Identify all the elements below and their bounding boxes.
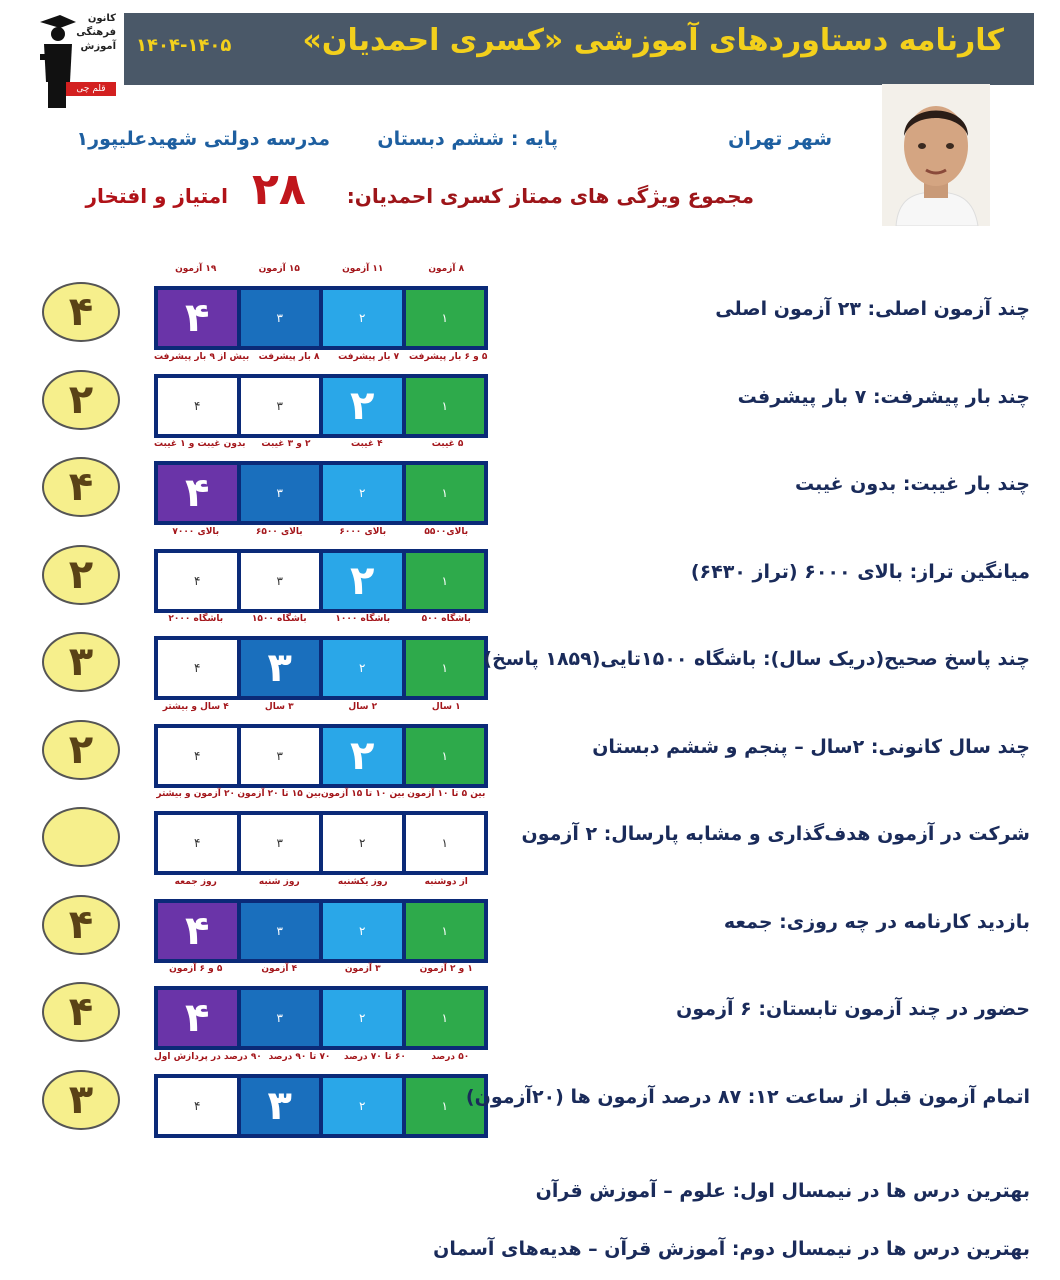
row-score-badge: ۴	[42, 982, 120, 1042]
achievement-row	[0, 346, 1060, 434]
level-cell: ۳	[241, 1078, 320, 1134]
level-cell: ۴	[158, 640, 237, 696]
row-question: بازدید کارنامه در چه روزی: جمعه	[723, 910, 1030, 933]
level-boxes	[154, 724, 488, 788]
level-label: باشگاه ۵۰۰	[421, 614, 471, 624]
level-boxes	[154, 811, 488, 875]
row-score-badge: ۲	[42, 545, 120, 605]
level-label: بیش از ۹ بار پیشرفت	[154, 351, 250, 362]
level-cell: ۳	[241, 728, 320, 784]
row-score-badge: ۳	[42, 632, 120, 692]
header-bar	[124, 13, 1034, 85]
level-cell: ۱	[406, 728, 485, 784]
level-label: بالای ۶۵۰۰	[255, 526, 303, 537]
level-labels	[154, 614, 488, 624]
logo-line: آموزش	[80, 41, 116, 52]
level-label: ۳ سال	[264, 701, 294, 712]
level-cell: ۳	[241, 815, 320, 871]
level-label: ۱۵ آزمون	[258, 264, 300, 274]
achievement-row	[0, 871, 1060, 959]
logo-line: کانون	[87, 13, 116, 24]
level-cell: ۱	[406, 553, 485, 609]
row-score-badge: ۲	[42, 720, 120, 780]
level-label: ۸ بار پیشرفت	[258, 351, 320, 362]
level-boxes	[154, 374, 488, 438]
level-boxes	[154, 286, 488, 350]
level-cell: ۱	[406, 640, 485, 696]
row-score-badge: ۴	[42, 457, 120, 517]
level-labels	[154, 527, 488, 537]
level-cell: ۲	[323, 1078, 402, 1134]
level-cell: ۲	[323, 465, 402, 521]
level-cell: ۲	[323, 640, 402, 696]
level-label: ۲ سال	[348, 701, 378, 712]
level-boxes	[154, 461, 488, 525]
level-cell: ۱	[406, 1078, 485, 1134]
level-cell: ۱	[406, 815, 485, 871]
level-label: ۴ آزمون	[261, 964, 298, 974]
level-cell: ۳	[241, 640, 320, 696]
level-label: ۵ غیبت	[431, 439, 464, 449]
level-cell: ۳	[241, 378, 320, 434]
row-question: چند بار پیشرفت: ۷ بار پیشرفت	[737, 385, 1030, 408]
level-label: ۴ سال و بیشتر	[162, 701, 229, 712]
achievement-row	[0, 521, 1060, 609]
level-label: ۸ آزمون	[428, 264, 465, 274]
best-subjects-second-term: بهترین درس ها در نیمسال دوم: آموزش قرآن – هدیه‌های آسمان	[433, 1238, 1030, 1260]
level-label: ۷ بار پیشرفت	[338, 351, 400, 362]
student-photo	[882, 84, 990, 226]
level-label: بدون غیبت و ۱ غیبت	[154, 439, 246, 449]
level-cell: ۲	[323, 553, 402, 609]
best-subjects-first-term: بهترین درس ها در نیمسال اول: علوم – آموزش قرآن	[535, 1180, 1030, 1202]
level-label: ۲۰ آزمون و بیشتر	[156, 789, 235, 799]
level-label: ۶۰ تا ۷۰ درصد	[343, 1051, 406, 1062]
level-cell: ۲	[323, 290, 402, 346]
logo-text	[74, 12, 116, 54]
logo-badge: قلم چی	[66, 82, 116, 96]
level-cell: ۱	[406, 903, 485, 959]
level-boxes	[154, 899, 488, 963]
level-cell: ۴	[158, 290, 237, 346]
level-cell: ۲	[323, 815, 402, 871]
level-boxes	[154, 1074, 488, 1138]
level-label: باشگاه ۱۵۰۰	[251, 614, 307, 624]
level-cell: ۴	[158, 728, 237, 784]
level-label: ۳ آزمون	[344, 964, 381, 974]
level-label: ۷۰ تا ۹۰ درصد	[268, 1051, 331, 1062]
row-score-badge	[42, 807, 120, 867]
level-cell: ۴	[158, 378, 237, 434]
page-title: کارنامه دستاوردهای آموزشی «کسری احمدیان»	[302, 23, 1004, 58]
level-label: روز یکشنبه	[337, 876, 388, 887]
level-cell: ۴	[158, 903, 237, 959]
level-cell: ۴	[158, 465, 237, 521]
level-label: روز جمعه	[174, 876, 217, 887]
achievement-row	[0, 608, 1060, 696]
level-label: باشگاه ۲۰۰۰	[168, 614, 224, 624]
level-cell: ۱	[406, 378, 485, 434]
level-cell: ۲	[323, 728, 402, 784]
row-score-badge: ۳	[42, 1070, 120, 1130]
level-label: ۱۱ آزمون	[342, 264, 384, 274]
level-cell: ۳	[241, 990, 320, 1046]
row-question: اتمام آزمون قبل از ساعت ۱۲: ۸۷ درصد آزمون ها (۲۰آزمون)	[465, 1085, 1030, 1108]
total-features-label: مجموع ویژگی های ممتاز کسری احمدیان:	[346, 184, 754, 208]
city-label: شهر تهران	[728, 128, 832, 150]
level-cell: ۱	[406, 290, 485, 346]
score-label: امتیاز و افتخار	[85, 184, 228, 208]
achievement-row	[0, 433, 1060, 521]
level-label: ۵۰ درصد	[431, 1051, 470, 1062]
level-cell: ۳	[241, 553, 320, 609]
level-label: بالای ۷۰۰۰	[172, 526, 220, 537]
level-label: ۴ غیبت	[350, 439, 383, 449]
level-cell: ۴	[158, 553, 237, 609]
level-label: باشگاه ۱۰۰۰	[335, 614, 391, 624]
level-boxes	[154, 636, 488, 700]
row-score-badge: ۴	[42, 282, 120, 342]
level-labels	[154, 352, 488, 362]
level-boxes	[154, 549, 488, 613]
graduate-icon	[36, 12, 76, 112]
level-label: ۵ و ۶ آزمون	[169, 964, 223, 974]
achievement-row	[0, 958, 1060, 1046]
level-label: بین ۵ تا ۱۰ آزمون	[407, 789, 486, 799]
grade-label: پایه : ششم دبستان	[377, 128, 558, 150]
level-labels	[154, 702, 488, 712]
level-label: ۱ سال	[431, 701, 461, 712]
level-cell: ۱	[406, 465, 485, 521]
row-score-badge: ۲	[42, 370, 120, 430]
row-question: میانگین تراز: بالای ۶۰۰۰ (تراز ۶۴۳۰)	[690, 560, 1030, 583]
level-labels	[154, 264, 488, 274]
level-label: روز شنبه	[258, 876, 300, 887]
level-cell: ۳	[241, 465, 320, 521]
level-label: بالای ۶۰۰۰	[339, 526, 387, 537]
row-question: چند آزمون اصلی: ۲۳ آزمون اصلی	[715, 298, 1030, 320]
total-score: ۲۸	[252, 164, 306, 215]
school-label: مدرسه دولتی شهیدعلیپور۱	[76, 128, 330, 150]
level-label: ۱ و ۲ آزمون	[419, 964, 473, 974]
kanoon-logo	[36, 12, 120, 112]
level-label: ۹۰ درصد در پردازش اول	[154, 1051, 262, 1062]
level-labels	[154, 877, 488, 887]
level-labels	[154, 439, 488, 449]
achievement-row	[0, 783, 1060, 871]
level-label: بالای۵۵۰۰	[424, 526, 469, 537]
level-label: ۲ و ۳ غیبت	[261, 439, 311, 449]
level-boxes	[154, 986, 488, 1050]
level-cell: ۴	[158, 990, 237, 1046]
achievement-row	[0, 1046, 1060, 1134]
level-label: بین ۱۰ تا ۱۵ آزمون	[321, 789, 405, 799]
row-question: حضور در چند آزمون تابستان: ۶ آزمون	[676, 998, 1030, 1020]
level-label: بین ۱۵ تا ۲۰ آزمون	[237, 789, 321, 799]
level-cell: ۴	[158, 1078, 237, 1134]
level-cell: ۲	[323, 990, 402, 1046]
row-score-badge: ۴	[42, 895, 120, 955]
level-label: از دوشنبه	[424, 876, 468, 887]
level-labels	[154, 964, 488, 974]
row-question: چند سال کانونی: ۲سال – پنجم و ششم دبستان	[592, 735, 1030, 758]
achievement-row	[0, 696, 1060, 784]
academic-year: ۱۴۰۴-۱۴۰۵	[136, 35, 232, 56]
logo-line: فرهنگی	[76, 27, 116, 38]
row-question: چند بار غیبت: بدون غیبت	[794, 473, 1030, 495]
level-cell: ۱	[406, 990, 485, 1046]
level-cell: ۲	[323, 378, 402, 434]
achievement-row	[0, 258, 1060, 346]
level-labels	[154, 789, 488, 799]
level-labels	[154, 1052, 488, 1062]
level-label: ۵ و ۶ بار پیشرفت	[409, 351, 488, 362]
row-question: شرکت در آزمون هدف‌گذاری و مشابه پارسال: ۲ آزمون	[521, 823, 1030, 845]
level-cell: ۲	[323, 903, 402, 959]
level-cell: ۳	[241, 290, 320, 346]
level-label: ۱۹ آزمون	[175, 264, 217, 274]
level-cell: ۴	[158, 815, 237, 871]
row-question: چند پاسخ صحیح(دریک سال): باشگاه ۱۵۰۰تایی(۱۸۵۹ پاسخ)	[483, 648, 1030, 670]
level-cell: ۳	[241, 903, 320, 959]
